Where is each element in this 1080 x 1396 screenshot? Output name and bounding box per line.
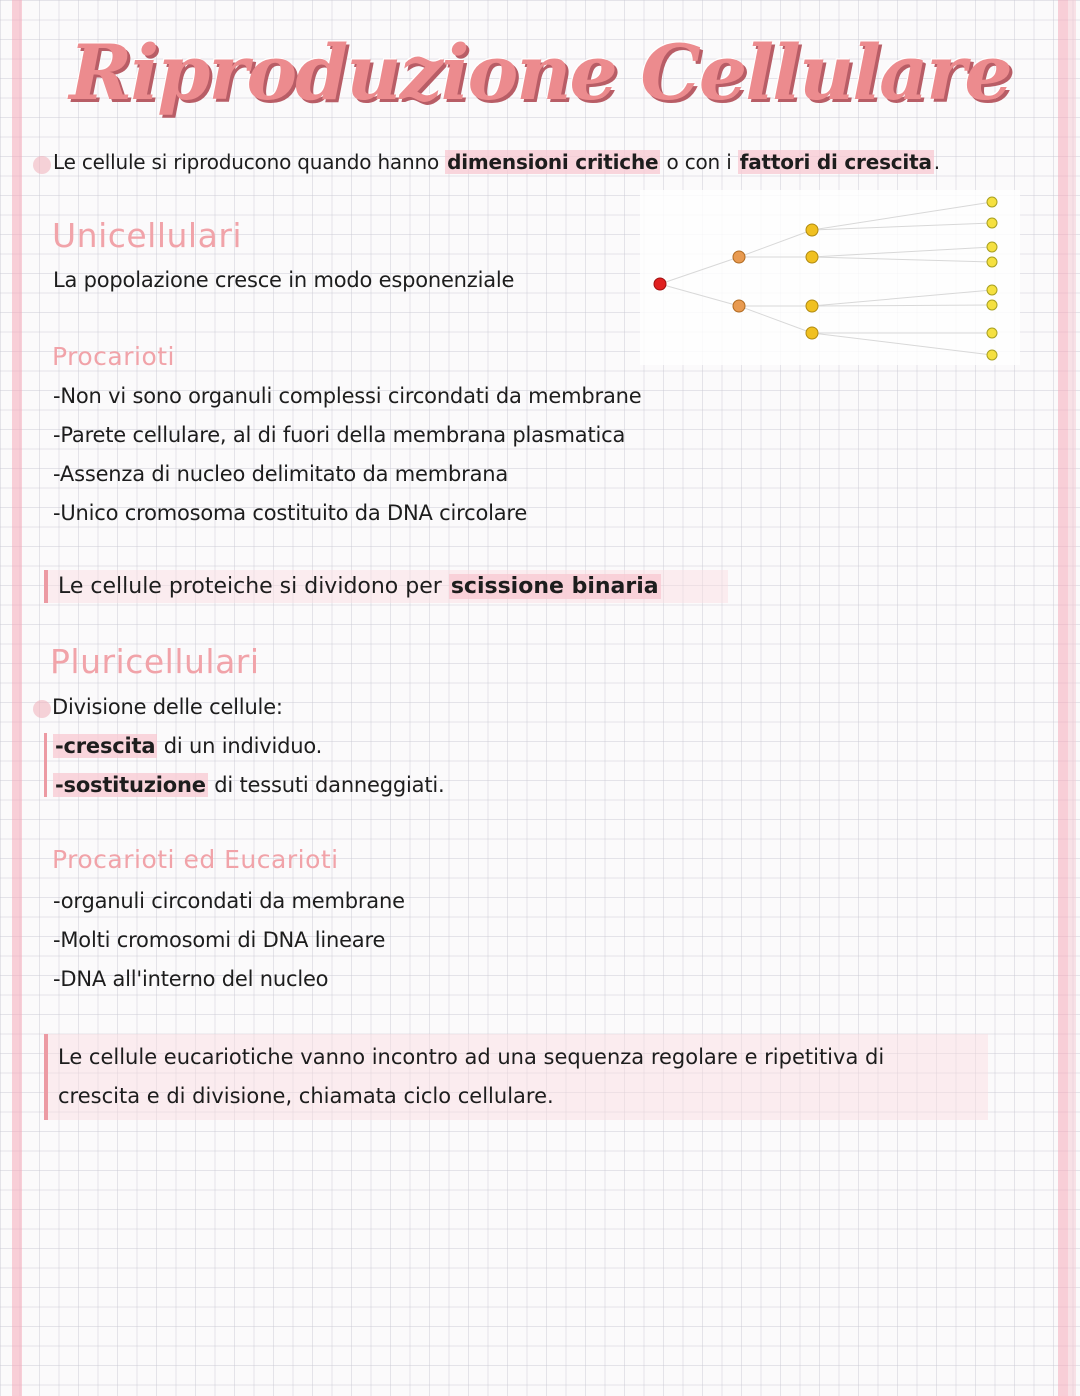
heading-pluricellulari: Pluricellulari: [50, 642, 260, 681]
page-margin-right: [1058, 0, 1068, 1396]
heading-procarioti: Procarioti: [52, 342, 175, 371]
pluricellulari-side-bar: [44, 733, 47, 797]
highlight-scissione-binaria: scissione binaria: [450, 574, 659, 599]
cell-gen-1: [733, 300, 745, 312]
page-title: Riproduzione Cellulare: [69, 28, 1011, 117]
procarioti-item: -Parete cellulare, al di fuori della membrana plasmatica: [53, 423, 626, 447]
pluricellulari-item: -sostituzione di tessuti danneggiati.: [55, 773, 445, 797]
cell-gen-2: [806, 300, 818, 312]
cell-gen-0: [654, 278, 666, 290]
procarioti-eucarioti-item: -organuli circondati da membrane: [53, 889, 405, 913]
unicellulari-description: La popolazione cresce in modo esponenziale: [53, 268, 515, 292]
cell-gen-3: [987, 300, 997, 310]
callout-ciclo-line-2: crescita e di divisione, chiamata ciclo cellulare.: [58, 1084, 554, 1108]
pluricellulari-bullet-dot: [33, 700, 51, 718]
cell-gen-2: [806, 224, 818, 236]
pluricellulari-item: -crescita di un individuo.: [55, 734, 323, 758]
cell-gen-3: [987, 257, 997, 267]
cell-gen-3: [987, 328, 997, 338]
cell-gen-2: [806, 327, 818, 339]
intro-highlight-fattori: fattori di crescita: [739, 150, 932, 174]
cell-gen-3: [987, 197, 997, 207]
highlight-crescita: -crescita: [55, 734, 156, 758]
highlight-sostituzione: -sostituzione: [55, 773, 206, 797]
cell-gen-1: [733, 251, 745, 263]
cell-gen-3: [987, 218, 997, 228]
page-margin-left: [12, 0, 22, 1396]
intro-bullet-dot: [33, 156, 51, 174]
heading-unicellulari: Unicellulari: [52, 216, 243, 255]
diagram-connectors: [660, 202, 992, 355]
callout-ciclo-cellulare: [44, 1034, 988, 1120]
intro-highlight-dimensioni: dimensioni critiche: [447, 150, 659, 174]
procarioti-item: -Unico cromosoma costituito da DNA circolare: [53, 501, 528, 525]
procarioti-eucarioti-item: -DNA all'interno del nucleo: [53, 967, 329, 991]
procarioti-item: -Assenza di nucleo delimitato da membrana: [53, 462, 509, 486]
intro-text: Le cellule si riproducono quando hanno dimensioni critiche o con i fattori di crescita .: [53, 150, 940, 174]
exponential-growth-diagram: [640, 190, 1020, 365]
cell-gen-3: [987, 242, 997, 252]
procarioti-eucarioti-item: -Molti cromosomi di DNA lineare: [53, 928, 386, 952]
callout-scissione-binaria: Le cellule proteiche si dividono per scissione binaria: [44, 570, 728, 603]
pluricellulari-bullet: Divisione delle cellule:: [52, 695, 283, 719]
heading-procarioti-eucarioti: Procarioti ed Eucarioti: [52, 845, 339, 874]
callout-ciclo-line-1: Le cellule eucariotiche vanno incontro ad una sequenza regolare e ripetitiva di: [58, 1045, 885, 1069]
cell-gen-2: [806, 251, 818, 263]
procarioti-item: -Non vi sono organuli complessi circondati da membrane: [53, 384, 642, 408]
cell-gen-3: [987, 350, 997, 360]
cell-gen-3: [987, 285, 997, 295]
